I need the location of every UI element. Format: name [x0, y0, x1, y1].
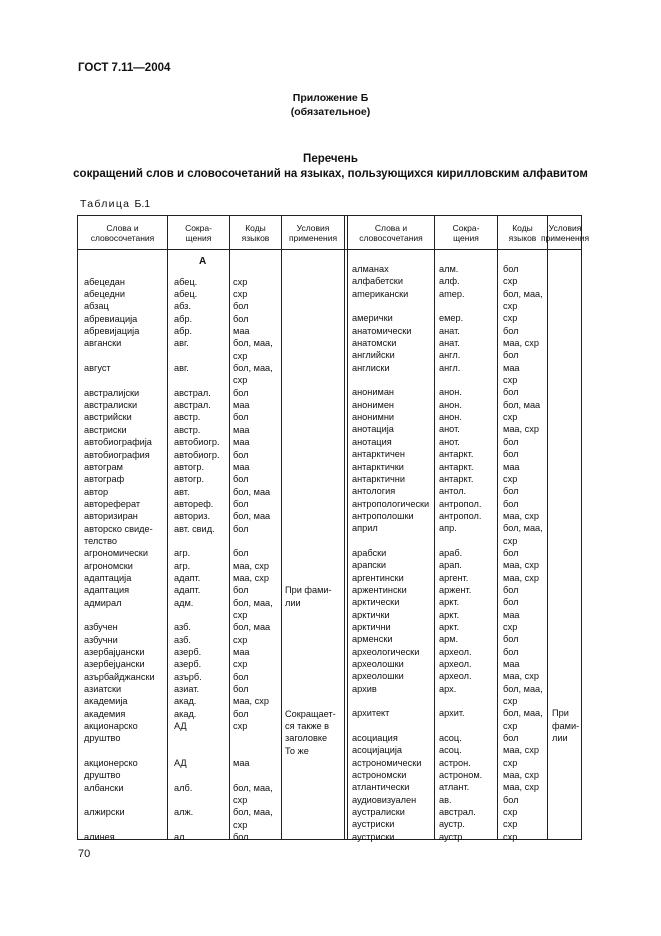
header-conditions-right: Условия применения: [540, 222, 590, 243]
list-title: Перечень: [303, 153, 358, 165]
page-number: 70: [78, 848, 91, 860]
header-conditions: Условия применения: [288, 222, 338, 243]
section-letter: А: [199, 256, 207, 267]
column-divider: [434, 216, 435, 839]
column-divider: [497, 216, 498, 839]
table-half-divider: [347, 216, 348, 839]
list-subtitle: сокращений слов и словосочетаний на языках, пользующихся кирилловским алфавитом: [73, 168, 588, 180]
table-caption-label: Таблица: [80, 198, 131, 210]
table-half-divider: [344, 216, 345, 839]
table-caption-number: Б.1: [134, 198, 151, 210]
column-divider: [167, 216, 168, 839]
header-abbr: Сокра- щения: [452, 222, 480, 243]
column-divider: [547, 216, 548, 839]
column-divider: [281, 216, 282, 839]
right-langs-column: бол схр бол, маа, схр схр бол маа, схр бол маа схр бол бол, маа схр маа, схр бол бол маа схр бол бол маа, схр бол, маа, схр бол маа, схр маа, схр бол бол маа схр бол бол маа маа, схр бол, маа, схр бол, маа, схр бол маа, схр схр маа, схр маа, схр бол схр схр схр: [503, 264, 543, 842]
right-abbr-column: алм. алф. amер. емер. анат. анат. англ. англ. анон. анон. анон. анот. анот. антаркт. антаркт. антаркт. антол. антропол. антропол. апр. араб. арап. аргент. аржент. аркт. аркт. аркт. арм. археол. археол. археол. арх. архит. асоц. асоц. астрон. астроном. атлант. ав. aвстрал. аустр. аустр.: [439, 264, 483, 842]
header-langs: Коды языков: [241, 222, 270, 243]
left-conditions-column: При фами- лии Сокращает- ся также в заголовке То же: [285, 585, 336, 756]
right-conditions-column: При фами- лии: [552, 708, 580, 744]
header-langs: Коды языков: [508, 222, 537, 243]
column-divider: [229, 216, 230, 839]
table-caption: [80, 198, 150, 210]
standard-header: ГОСТ 7.11—2004: [78, 62, 171, 74]
left-words-column: абецедан абецедни абзац абревиација абревијација aвгaнски aвгуст австралијски австралиски австрийски австриски автобиографија автобиография автограм автограф автор автореферат авторизиран авторско свиде- телство агрономически агрономски адаптација адаптация адмирал азбучен азбучни азербајџански азербејџански азърбайджански азиатски академија академия акционарско друштво акционерско друштво албански алжирски алинея: [84, 276, 155, 843]
abbreviations-table: [77, 215, 590, 843]
appendix-title: Приложение Б: [292, 92, 369, 104]
header-divider: [78, 249, 581, 250]
left-abbr-column: абец. абец. абз. абр. абр. авг. авг. австрал. австрал. австр. австр. автобиогр. автобиогр. автогр. автогр. авт. автореф. авториз. авт. свид. агр. агр. адапт. адапт. адм. азб. азб. азерб. азерб. азърб. азиат. акад. акад. АД АД алб. алж. ал.: [174, 276, 220, 843]
header-abbr: Сокра- щения: [185, 222, 212, 243]
header-words: Слова и словосочетания: [359, 222, 423, 243]
right-words-column: алманах алфабетски amерикански амерички анатомически анатомски английски англиски анониман анонимен анонимни анотација анотация антарктичен антарктички антарктични антология антропологически антрополошки април арабски арапски аргентински аржентински арктически арктички арктични арменски археологически археолошки археолошки архив архитект асоциация асоцијација астрономически астрономски атлантически аудиовизуален aустралиски aустриски aустриски: [352, 264, 430, 842]
left-langs-column: схр схр бол бол маа бол, маа, схр бол, маа, схр бол маа бол маа маа бол маа бол бол, маа бол бол, маа бол бол маа, схр маа, схр бол бол, маа, схр бол, маа схр маа схр бол бол маа, схр бол схр маа бол, маа, схр бол, маа, схр бол: [233, 276, 273, 843]
appendix-status: (обязательное): [290, 106, 371, 118]
header-words: Слова и словосочетания: [90, 222, 155, 243]
